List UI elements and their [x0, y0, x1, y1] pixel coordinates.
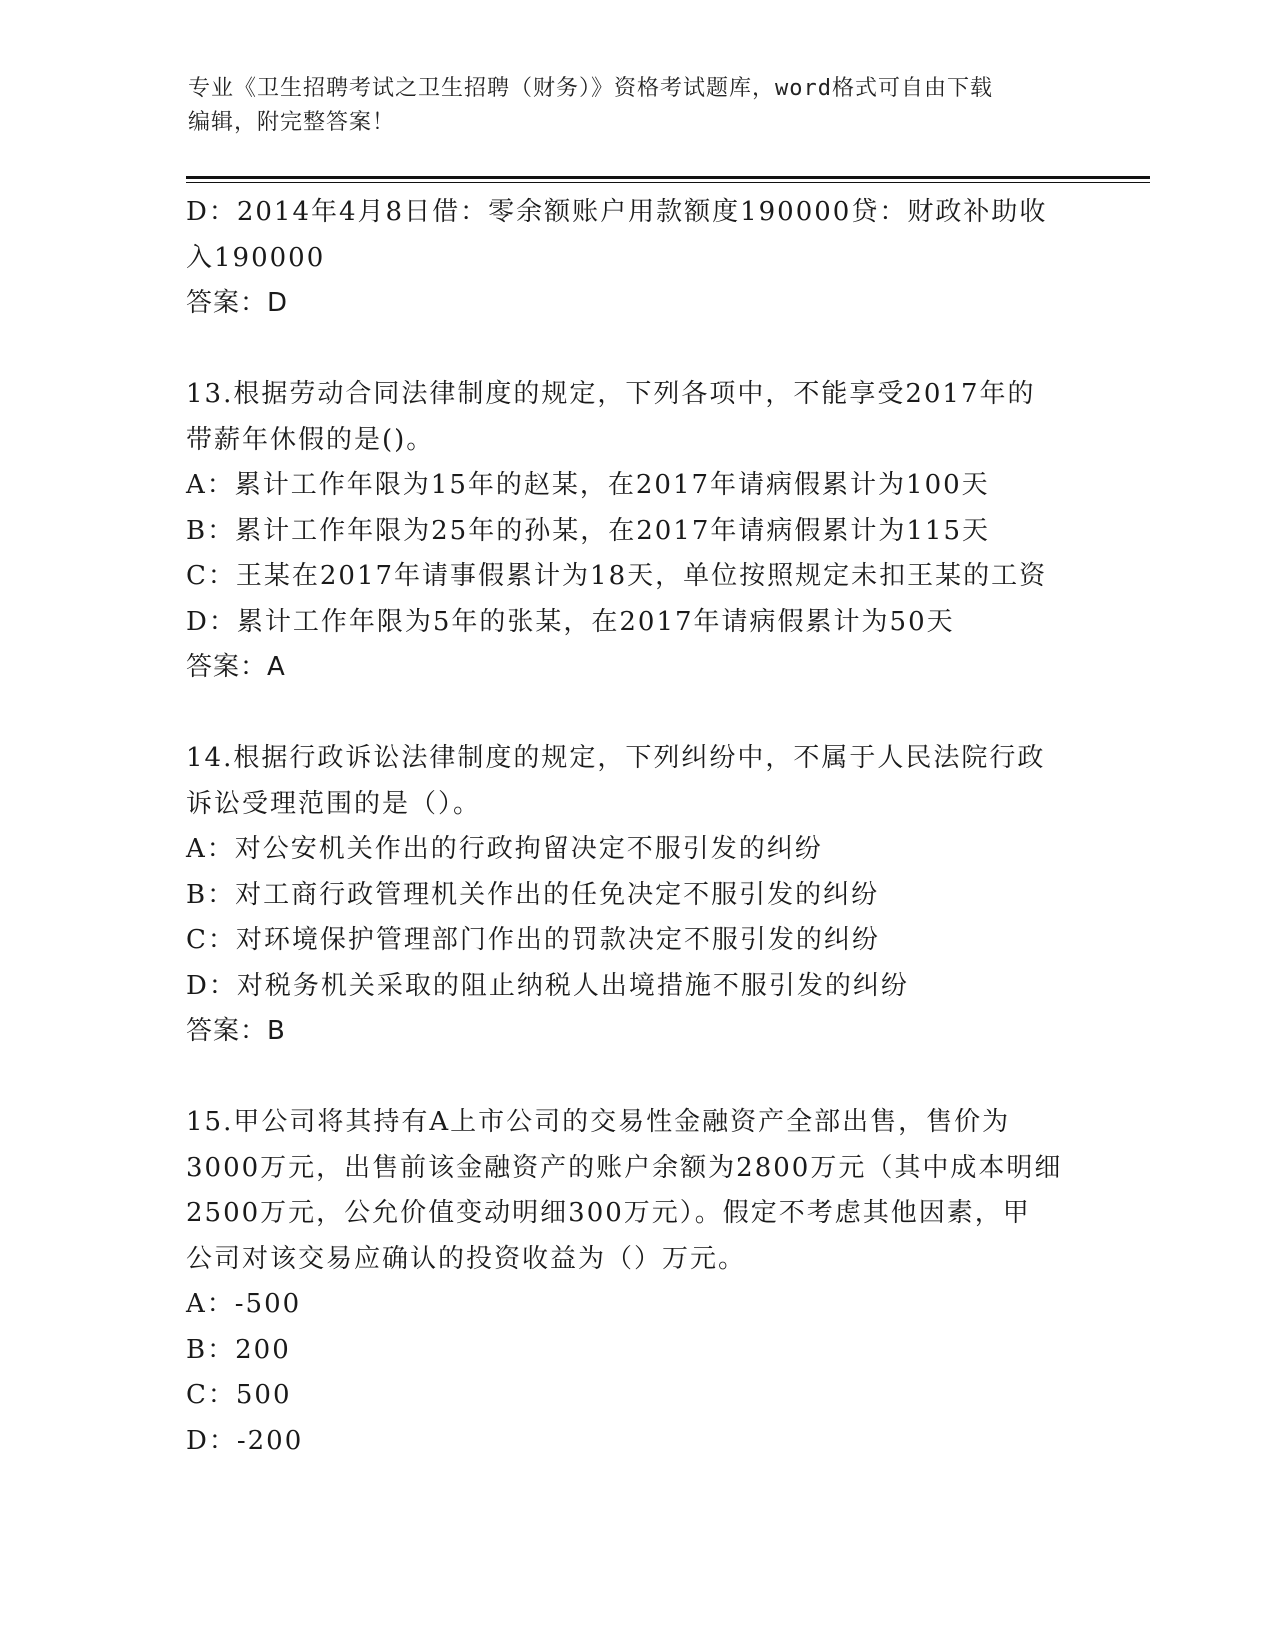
option-b: B：200	[186, 1334, 291, 1365]
option-d: D：-200	[186, 1425, 304, 1456]
prev-question-tail	[186, 190, 1106, 327]
option-d: D：2014年4月8日借：零余额账户用款额度190000贷：财政补助收	[186, 197, 1048, 227]
question-stem-line: 公司对该交易应确认的投资收益为（）万元。	[186, 1243, 747, 1274]
question-15	[186, 1100, 1106, 1464]
option-b: B：对工商行政管理机关作出的任免决定不服引发的纠纷	[186, 879, 880, 910]
option-d: D：对税务机关采取的阻止纳税人出境措施不服引发的纠纷	[186, 970, 909, 1001]
spacer	[186, 691, 1106, 737]
option-b: B：累计工作年限为25年的孙某，在2017年请病假累计为115天	[186, 515, 990, 546]
option-a: A：-500	[186, 1289, 302, 1319]
question-14	[186, 736, 1106, 1055]
option-c: C：500	[186, 1380, 292, 1410]
question-stem-line: 15.甲公司将其持有A上市公司的交易性金融资产全部出售，售价为	[186, 1107, 1011, 1137]
answer-line: 答案：D	[186, 288, 289, 318]
question-stem-line: 14.根据行政诉讼法律制度的规定，下列纠纷中，不属于人民法院行政	[186, 743, 1046, 773]
spacer	[186, 327, 1106, 373]
option-a: A：累计工作年限为15年的赵某，在2017年请病假累计为100天	[186, 470, 990, 500]
question-13	[186, 372, 1106, 691]
question-stem-line: 13.根据劳动合同法律制度的规定，下列各项中，不能享受2017年的	[186, 379, 1036, 409]
header-line-1: 专业《卫生招聘考试之卫生招聘（财务）》资格考试题库，word格式可自由下载	[188, 76, 993, 101]
question-stem-line: 带薪年休假的是()。	[186, 424, 435, 455]
question-stem-line: 诉讼受理范围的是（）。	[186, 788, 482, 819]
question-stem-line: 3000万元，出售前该金融资产的账户余额为2800万元（其中成本明细	[186, 1152, 1063, 1183]
question-content	[186, 190, 1106, 1464]
option-a: A：对公安机关作出的行政拘留决定不服引发的纠纷	[186, 834, 823, 864]
answer-line: 答案：B	[186, 1016, 286, 1046]
header-rule-thick	[186, 176, 1150, 179]
option-c: C：对环境保护管理部门作出的罚款决定不服引发的纠纷	[186, 925, 880, 955]
option-d: D：累计工作年限为5年的张某，在2017年请病假累计为50天	[186, 606, 955, 637]
option-d-continued: 入190000	[186, 242, 326, 273]
question-stem-line: 2500万元，公允价值变动明细300万元）。假定不考虑其他因素，甲	[186, 1198, 1031, 1228]
page-header	[188, 72, 1088, 140]
header-rule-thin	[186, 182, 1150, 183]
spacer	[186, 1055, 1106, 1101]
option-c: C：王某在2017年请事假累计为18天，单位按照规定未扣王某的工资	[186, 561, 1048, 591]
answer-line: 答案：A	[186, 652, 286, 682]
header-line-2: 编辑，附完整答案！	[188, 110, 396, 135]
